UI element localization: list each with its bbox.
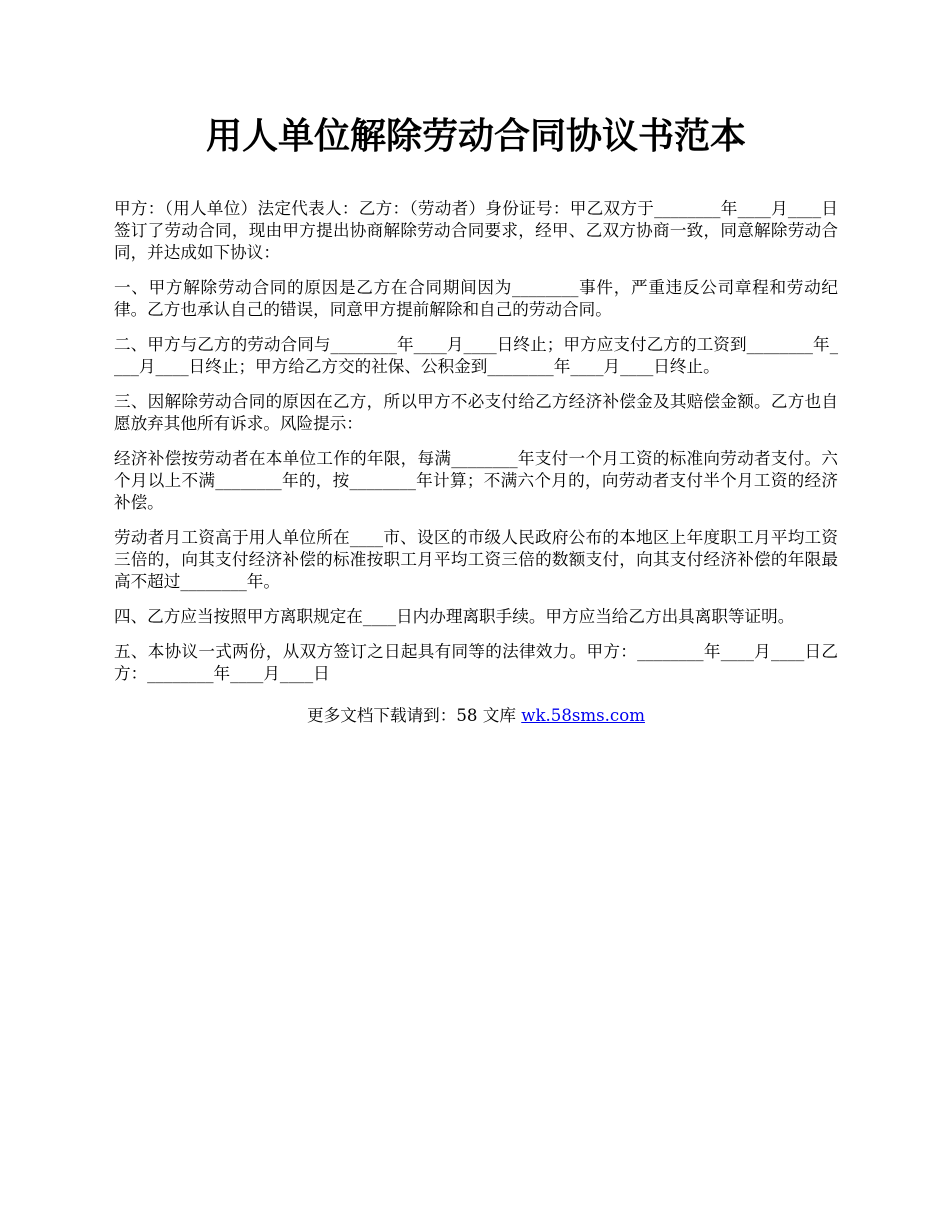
document-title: 用人单位解除劳动合同协议书范本: [205, 115, 746, 157]
paragraph-risk-compensation: 经济补偿按劳动者在本单位工作的年限，每满________年支付一个月工资的标准向劳动者支付。六个月以上不满________年的，按________年计算；不满六个月的，向劳动者支付半个月工资的经济补偿。: [114, 449, 838, 512]
paragraph-clause-2: 二、甲方与乙方的劳动合同与________年____月____日终止；甲方应支付乙方的工资到________年____月____日终止；甲方给乙方交的社保、公积金到________年____月____日终止。: [114, 335, 838, 376]
footer-download-note: [114, 705, 838, 727]
paragraph-clause-3: 三、因解除劳动合同的原因在乙方，所以甲方不必支付给乙方经济补偿金及其赔偿金额。乙方也自愿放弃其他所有诉求。风险提示：: [114, 392, 838, 433]
paragraph-risk-wage-cap: 劳动者月工资高于用人单位所在____市、设区的市级人民政府公布的本地区上年度职工月平均工资三倍的，向其支付经济补偿的标准按职工月平均工资三倍的数额支付，向其支付经济补偿的年限最高不超过________年。: [114, 528, 838, 591]
paragraph-clause-4: 四、乙方应当按照甲方离职规定在____日内办理离职手续。甲方应当给乙方出具离职等证明。: [114, 607, 795, 626]
document-page: [114, 108, 838, 727]
footer-website-link[interactable]: wk.58sms.com: [521, 706, 645, 725]
paragraph-intro: 甲方：（用人单位）法定代表人：乙方：（劳动者）身份证号：甲乙双方于________年____月____日签订了劳动合同，现由甲方提出协商解除劳动合同要求，经甲、乙双方协商一致，同意解除劳动合同，并达成如下协议：: [114, 199, 838, 262]
footer-text: 更多文档下载请到：58 文库: [307, 706, 522, 725]
paragraph-clause-1: 一、甲方解除劳动合同的原因是乙方在合同期间因为________事件，严重违反公司章程和劳动纪律。乙方也承认自己的错误，同意甲方提前解除和自己的劳动合同。: [114, 278, 838, 319]
paragraph-clause-5: 五、本协议一式两份，从双方签订之日起具有同等的法律效力。甲方：________年____月____日乙方：________年____月____日: [114, 642, 838, 683]
